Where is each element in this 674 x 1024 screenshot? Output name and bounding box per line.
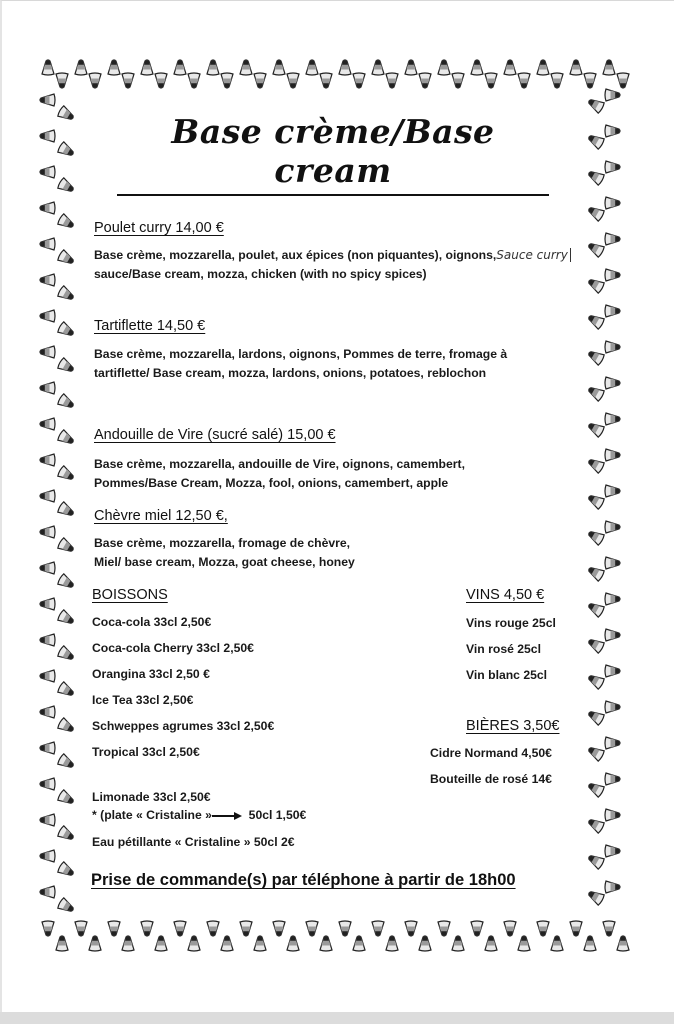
- candy-corn-icon: [605, 305, 620, 317]
- candy-corn-icon: [40, 454, 55, 466]
- phone-order-note: Prise de commande(s) par téléphone à partir de 18h00: [91, 871, 516, 889]
- candy-corn-icon: [287, 936, 299, 951]
- candy-corn-icon: [605, 773, 620, 785]
- candy-corn-icon: [537, 60, 549, 75]
- candy-corn-icon: [40, 562, 55, 574]
- candy-corn-icon: [57, 753, 76, 771]
- candy-corn-icon: [504, 60, 516, 75]
- candy-corn-icon: [617, 73, 629, 88]
- drink-item: Coca-cola Cherry 33cl 2,50€: [92, 641, 254, 655]
- candy-corn-icon: [605, 161, 620, 173]
- candy-corn-icon: [287, 73, 299, 88]
- desc-line: Pommes/Base Cream, Mozza, fool, onions, camembert, apple: [94, 476, 449, 490]
- candy-corn-icon: [372, 60, 384, 75]
- candy-corn-icon: [419, 73, 431, 88]
- pizza-desc-andouille: [94, 455, 614, 493]
- desc-line: Base crème, mozzarella, lardons, oignons, Pommes de terre, fromage à: [94, 347, 508, 361]
- candy-corn-icon: [339, 921, 351, 936]
- candy-corn-icon: [75, 921, 87, 936]
- candy-corn-icon: [586, 312, 605, 330]
- drink-item: Schweppes agrumes 33cl 2,50€: [92, 719, 275, 733]
- candy-corn-icon: [586, 204, 605, 222]
- candy-corn-icon: [419, 936, 431, 951]
- candy-corn-icon: [353, 73, 365, 88]
- candy-corn-icon: [537, 921, 549, 936]
- candy-corn-icon: [254, 73, 266, 88]
- candy-corn-icon: [40, 238, 55, 250]
- candy-corn-icon: [57, 681, 76, 699]
- candy-corn-icon: [485, 936, 497, 951]
- candy-corn-icon: [584, 936, 596, 951]
- drink-item: Limonade 33cl 2,50€: [92, 790, 211, 804]
- candy-corn-icon: [40, 346, 55, 358]
- handwritten-note: Sauce curry: [496, 248, 571, 262]
- candy-corn-icon: [586, 384, 605, 402]
- candy-corn-icon: [405, 60, 417, 75]
- candy-corn-icon: [605, 413, 620, 425]
- candy-corn-icon: [471, 60, 483, 75]
- candy-corn-icon: [75, 60, 87, 75]
- cristaline-prefix: * (plate « Cristaline »: [92, 808, 212, 822]
- beer-item: Cidre Normand 4,50€: [430, 746, 552, 760]
- candy-corn-icon: [586, 636, 605, 654]
- candy-corn-icon: [586, 96, 605, 114]
- pizza-name-tartiflette: Tartiflette 14,50 €: [94, 318, 206, 334]
- candy-corn-icon: [306, 60, 318, 75]
- candy-corn-icon: [586, 420, 605, 438]
- candy-corn-icon: [57, 717, 76, 735]
- candy-corn-icon: [42, 60, 54, 75]
- candy-corn-icon: [353, 936, 365, 951]
- sparkling-water: Eau pétillante « Cristaline » 50cl 2€: [92, 835, 295, 849]
- candy-corn-icon: [40, 886, 55, 898]
- candy-corn-icon: [57, 573, 76, 591]
- drinks-heading: BOISSONS: [92, 587, 168, 603]
- candy-corn-icon: [40, 742, 55, 754]
- candy-corn-icon: [605, 701, 620, 713]
- candy-corn-icon: [57, 861, 76, 879]
- cristaline-suffix: 50cl 1,50€: [248, 808, 307, 822]
- candy-corn-icon: [57, 897, 76, 915]
- candy-corn-icon: [56, 936, 68, 951]
- candy-corn-icon: [605, 629, 620, 641]
- pizza-desc-poulet-curry: [94, 246, 614, 284]
- candy-corn-icon: [240, 60, 252, 75]
- candy-corn-icon: [108, 60, 120, 75]
- candy-corn-icon: [57, 141, 76, 159]
- pizza-desc-chevre-miel: [94, 534, 614, 572]
- candy-corn-icon: [40, 634, 55, 646]
- candy-corn-icon: [40, 382, 55, 394]
- candy-corn-icon: [605, 197, 620, 209]
- candy-corn-icon: [40, 166, 55, 178]
- pizza-desc-tartiflette: [94, 345, 614, 383]
- candy-corn-icon: [57, 645, 76, 663]
- candy-corn-icon: [605, 233, 620, 245]
- candy-corn-icon: [605, 593, 620, 605]
- candy-corn-icon: [438, 921, 450, 936]
- candy-corn-icon: [452, 73, 464, 88]
- candy-corn-icon: [586, 600, 605, 618]
- candy-corn-icon: [518, 936, 530, 951]
- candy-corn-icon: [221, 936, 233, 951]
- desc-line: sauce/Base cream, mozza, chicken (with no spicy spices): [94, 267, 427, 281]
- candy-corn-icon: [141, 60, 153, 75]
- candy-corn-icon: [471, 921, 483, 936]
- candy-corn-icon: [40, 598, 55, 610]
- candy-corn-icon: [42, 921, 54, 936]
- candy-corn-icon: [89, 73, 101, 88]
- candy-corn-icon: [586, 492, 605, 510]
- candy-corn-icon: [339, 60, 351, 75]
- desc-line: Miel/ base cream, Mozza, goat cheese, honey: [94, 555, 355, 569]
- pizza-name-poulet-curry: Poulet curry 14,00 €: [94, 220, 224, 236]
- candy-corn-icon: [57, 249, 76, 267]
- candy-corn-icon: [57, 789, 76, 807]
- candy-corn-icon: [240, 921, 252, 936]
- arrow-right-icon: [212, 812, 242, 820]
- candy-corn-icon: [40, 274, 55, 286]
- desc-line: Base crème, mozzarella, andouille de Vire, oignons, camembert,: [94, 457, 465, 471]
- candy-corn-icon: [586, 780, 605, 798]
- candy-corn-icon: [372, 921, 384, 936]
- candy-corn-icon: [386, 936, 398, 951]
- drink-item: Coca-cola 33cl 2,50€: [92, 615, 212, 629]
- wine-item: Vins rouge 25cl: [466, 616, 556, 630]
- desc-line: Base crème, mozzarella, poulet, aux épices (non piquantes), oignons,: [94, 248, 497, 262]
- candy-corn-icon: [603, 60, 615, 75]
- candy-corn-icon: [174, 60, 186, 75]
- candy-corn-icon: [207, 921, 219, 936]
- candy-corn-icon: [221, 73, 233, 88]
- candy-corn-icon: [570, 921, 582, 936]
- candy-corn-icon: [586, 708, 605, 726]
- candy-corn-icon: [320, 936, 332, 951]
- candy-corn-icon: [40, 310, 55, 322]
- candy-corn-icon: [40, 850, 55, 862]
- candy-corn-icon: [155, 936, 167, 951]
- candy-corn-icon: [57, 501, 76, 519]
- candy-corn-icon: [141, 921, 153, 936]
- candy-corn-icon: [605, 89, 620, 101]
- candy-corn-icon: [57, 537, 76, 555]
- candy-corn-icon: [57, 285, 76, 303]
- candy-corn-icon: [40, 778, 55, 790]
- wine-item: Vin blanc 25cl: [466, 668, 548, 682]
- wines-heading: VINS 4,50 €: [466, 587, 545, 603]
- candy-corn-icon: [57, 609, 76, 627]
- candy-corn-icon: [57, 177, 76, 195]
- candy-corn-icon: [57, 213, 76, 231]
- page-title: Base crème/Base cream: [117, 112, 549, 196]
- candy-corn-icon: [617, 936, 629, 951]
- candy-corn-icon: [603, 921, 615, 936]
- candy-corn-icon: [40, 706, 55, 718]
- candy-corn-icon: [386, 73, 398, 88]
- candy-corn-icon: [605, 521, 620, 533]
- candy-corn-icon: [40, 670, 55, 682]
- candy-corn-icon: [504, 921, 516, 936]
- candy-corn-icon: [56, 73, 68, 88]
- drink-item: Ice Tea 33cl 2,50€: [92, 693, 194, 707]
- candy-corn-icon: [605, 125, 620, 137]
- candy-corn-icon: [57, 321, 76, 339]
- candy-corn-icon: [40, 490, 55, 502]
- candy-corn-icon: [485, 73, 497, 88]
- candy-corn-icon: [188, 936, 200, 951]
- candy-corn-icon: [605, 809, 620, 821]
- beers-heading: BIÈRES 3,50€: [466, 718, 560, 734]
- candy-corn-icon: [57, 465, 76, 483]
- candy-corn-icon: [40, 814, 55, 826]
- candy-corn-icon: [452, 936, 464, 951]
- candy-corn-icon: [586, 744, 605, 762]
- candy-corn-icon: [273, 60, 285, 75]
- candy-corn-icon: [551, 936, 563, 951]
- candy-corn-icon: [405, 921, 417, 936]
- drink-item: Orangina 33cl 2,50 €: [92, 667, 210, 681]
- candy-corn-icon: [122, 73, 134, 88]
- candy-corn-icon: [174, 921, 186, 936]
- candy-corn-icon: [273, 921, 285, 936]
- candy-corn-icon: [570, 60, 582, 75]
- candy-corn-icon: [586, 672, 605, 690]
- candy-corn-icon: [605, 665, 620, 677]
- candy-corn-icon: [320, 73, 332, 88]
- candy-corn-icon: [605, 845, 620, 857]
- candy-corn-icon: [586, 852, 605, 870]
- candy-corn-icon: [40, 418, 55, 430]
- candy-corn-icon: [438, 60, 450, 75]
- wine-item: Vin rosé 25cl: [466, 642, 541, 656]
- drink-item: Tropical 33cl 2,50€: [92, 745, 200, 759]
- candy-corn-icon: [188, 73, 200, 88]
- candy-corn-icon: [207, 60, 219, 75]
- candy-corn-icon: [155, 73, 167, 88]
- candy-corn-icon: [57, 105, 76, 123]
- candy-corn-icon: [518, 73, 530, 88]
- candy-corn-icon: [40, 526, 55, 538]
- cristaline-line: [92, 808, 306, 822]
- pizza-name-andouille: Andouille de Vire (sucré salé) 15,00 €: [94, 427, 336, 443]
- candy-corn-icon: [584, 73, 596, 88]
- candy-corn-icon: [57, 825, 76, 843]
- candy-corn-icon: [108, 921, 120, 936]
- candy-corn-icon: [586, 132, 605, 150]
- candy-corn-icon: [57, 357, 76, 375]
- desc-line: Base crème, mozzarella, fromage de chèvre,: [94, 536, 351, 550]
- candy-corn-icon: [254, 936, 266, 951]
- candy-corn-icon: [586, 888, 605, 906]
- desc-line: tartiflette/ Base cream, mozza, lardons, onions, potatoes, reblochon: [94, 366, 487, 380]
- candy-corn-icon: [40, 94, 55, 106]
- candy-corn-icon: [605, 881, 620, 893]
- candy-corn-icon: [551, 73, 563, 88]
- candy-corn-icon: [40, 202, 55, 214]
- pizza-name-chevre-miel: Chèvre miel 12,50 €,: [94, 508, 228, 524]
- candy-corn-icon: [122, 936, 134, 951]
- candy-corn-icon: [306, 921, 318, 936]
- candy-corn-icon: [89, 936, 101, 951]
- candy-corn-icon: [57, 429, 76, 447]
- candy-corn-icon: [605, 737, 620, 749]
- candy-corn-icon: [586, 816, 605, 834]
- candy-corn-icon: [57, 393, 76, 411]
- candy-corn-icon: [586, 168, 605, 186]
- beer-item: Bouteille de rosé 14€: [430, 772, 552, 786]
- candy-corn-icon: [40, 130, 55, 142]
